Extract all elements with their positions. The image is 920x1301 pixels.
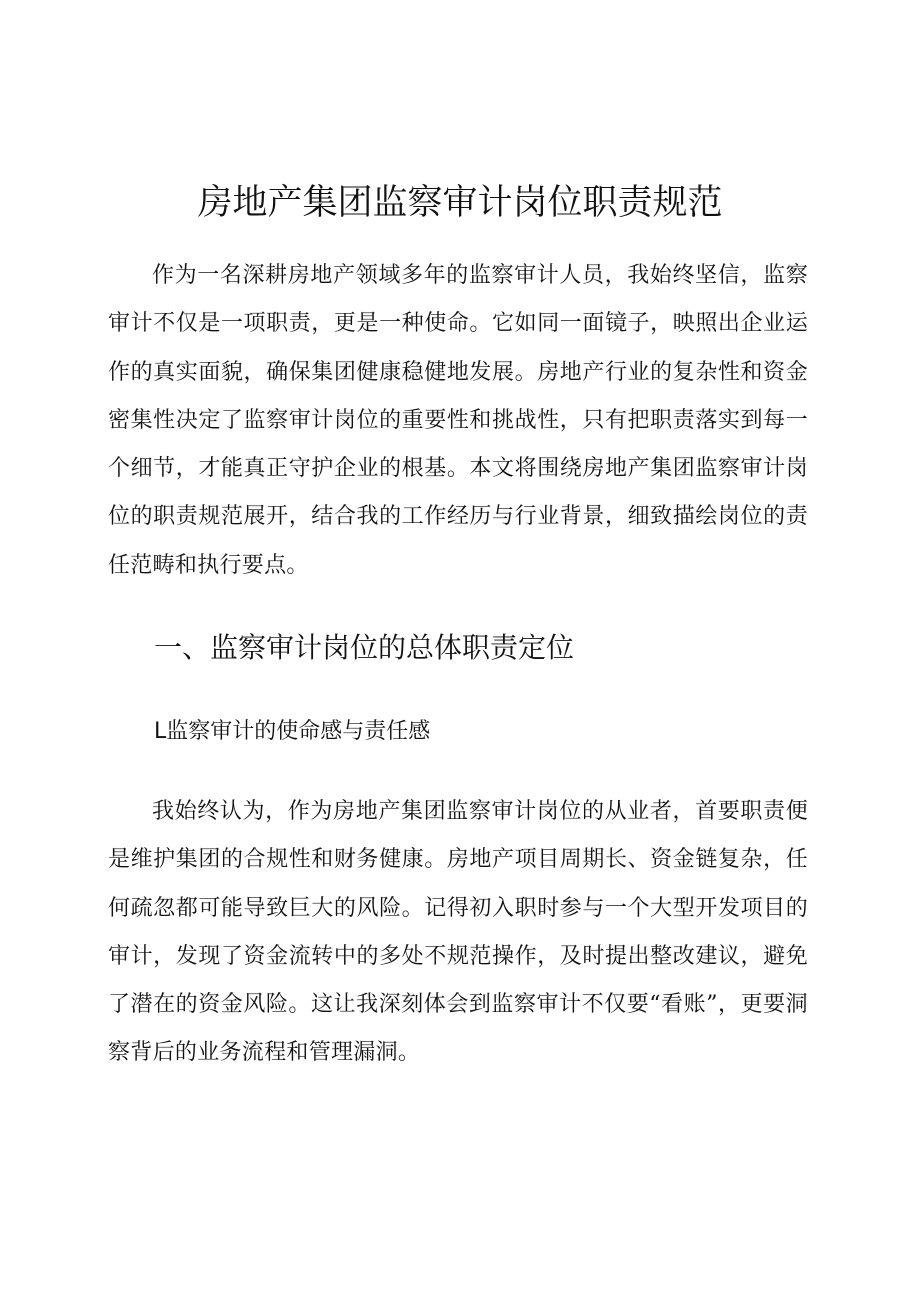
section-heading: 一、监察审计岗位的总体职责定位 (154, 631, 575, 664)
subsection-heading: L监察审计的使命感与责任感 (154, 719, 431, 744)
body-paragraph: 我始终认为，作为房地产集团监察审计岗位的从业者，首要职责便是维护集团的合规性和财务健康。房地产项目周期长、资金链复杂，任何疏忽都可能导致巨大的风险。记得初入职时参与一个大型开发项目的审计，发现了资金流转中的多处不规范操作，及时提出整改建议，避免了潜在的资金风险。这让我深刻体会到监察审计不仅要“看账”，更要洞察背后的业务流程和管理漏洞。 (108, 799, 808, 1066)
document-title: 房地产集团监察审计岗位职责规范 (197, 183, 723, 223)
intro-paragraph: 作为一名深耕房地产领域多年的监察审计人员，我始终坚信，监察审计不仅是一项职责，更是一种使命。它如同一面镜子，映照出企业运作的真实面貌，确保集团健康稳健地发展。房地产行业的复杂性和资金密集性决定了监察审计岗位的重要性和挑战性，只有把职责落实到每一个细节，才能真正守护企业的根基。本文将围绕房地产集团监察审计岗位的职责规范展开，结合我的工作经历与行业背景，细致描绘岗位的责任范畴和执行要点。 (108, 263, 808, 578)
